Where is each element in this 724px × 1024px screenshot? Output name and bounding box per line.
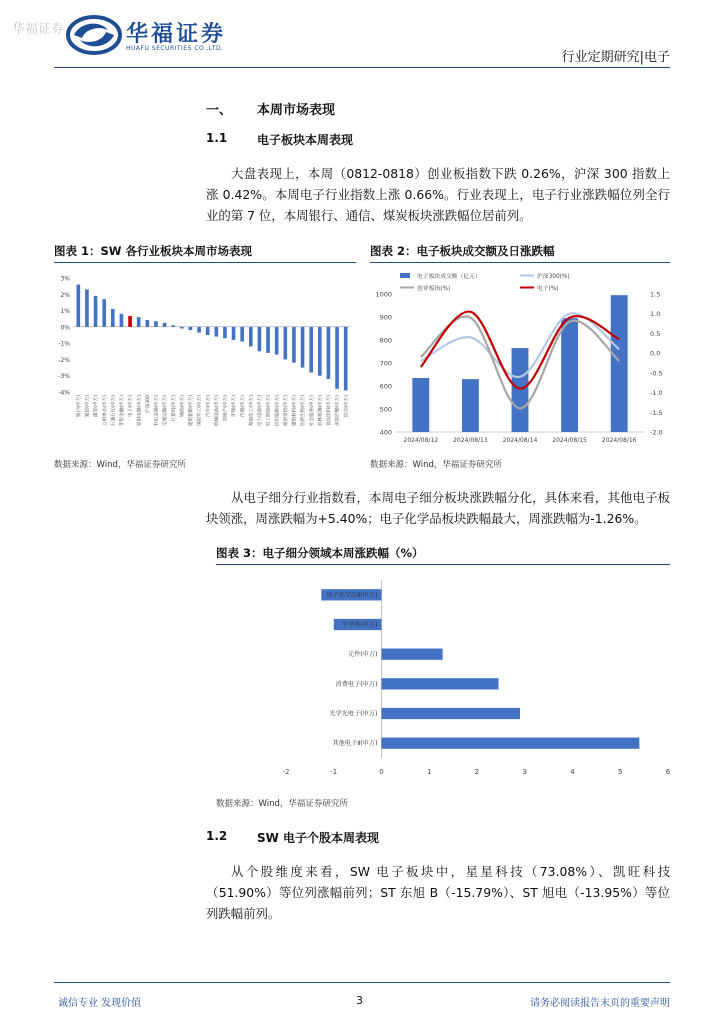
fig1-xtick: 汽车(申万) xyxy=(206,395,212,417)
fig3-bar xyxy=(382,649,443,660)
fig1-xtick: 农林牧渔(申万) xyxy=(318,395,324,427)
fig1-ytick: 0% xyxy=(60,324,70,332)
fig2-bar xyxy=(561,318,578,432)
fig2-legend-swatch xyxy=(400,273,410,278)
fig2-chart xyxy=(370,266,670,451)
fig2-yleft-tick: 700 xyxy=(379,359,392,368)
fig1-xtick: 国防军工(申万) xyxy=(197,395,203,427)
fig1-xtick: 非银金融(申万) xyxy=(120,395,126,427)
fig3-bar xyxy=(382,708,520,719)
logo-mark-icon xyxy=(66,14,122,56)
fig2-bar xyxy=(412,378,429,432)
fig1-xtick: 交通运输(申万) xyxy=(163,395,169,427)
fig1-bar xyxy=(344,327,348,391)
fig1-xtick: 建筑装饰(申万) xyxy=(189,395,195,427)
fig1-xtick: 机械设备(申万) xyxy=(214,395,220,427)
fig3-category-label: 电子化学品Ⅱ(申万) xyxy=(326,591,378,599)
fig1-xtick: 公用事业(申万) xyxy=(102,395,108,427)
fig1-xtick: 电力设备(申万) xyxy=(258,395,264,427)
fig2-legend-label: 电子板块成交额（亿元） xyxy=(417,274,481,280)
fig1-bar xyxy=(301,327,305,368)
fig3-category-label: 光学光电子(申万) xyxy=(329,710,378,718)
fig2-yleft-tick: 600 xyxy=(379,382,392,391)
fig3-chart xyxy=(216,570,670,785)
fig2-legend-label: 电子(%) xyxy=(537,286,559,292)
fig3-xtick: 1 xyxy=(427,768,432,776)
fig1-ytick: 2% xyxy=(60,291,70,299)
fig3-xtick: 5 xyxy=(618,768,623,776)
fig1-xtick: 房地产(申万) xyxy=(223,395,229,422)
fig1-ytick: -2% xyxy=(58,356,70,364)
page-number: 3 xyxy=(356,994,363,1007)
fig3-xtick: 2 xyxy=(474,768,480,776)
subsection-number-2: 1.2 xyxy=(206,829,228,843)
fig1-bar xyxy=(327,327,331,379)
fig1-bar xyxy=(258,327,262,351)
section-number: 一、 xyxy=(206,103,233,118)
fig1-ytick: 3% xyxy=(60,275,70,283)
fig2-yright-tick: -0.5 xyxy=(650,369,663,378)
fig1-bar xyxy=(77,285,81,327)
fig1-bar xyxy=(309,327,313,373)
header-rule xyxy=(54,67,670,68)
fig2-rule xyxy=(370,262,670,263)
fig3-title: 图表 3：电子细分领域本周涨跌幅（%） xyxy=(216,546,424,560)
fig3-category-label: 半导体(申万) xyxy=(341,621,378,629)
fig1-xtick: 沪深300 xyxy=(145,395,151,413)
fig2-xtick: 2024/08/12 xyxy=(403,437,439,444)
fig1-bar xyxy=(266,327,270,353)
footer-disclaimer: 请务必阅读报告末页的重要声明 xyxy=(530,998,670,1009)
fig1-xtick: 计算机(申万) xyxy=(171,395,177,422)
fig1-bar xyxy=(120,314,124,327)
fig2-yleft-tick: 1000 xyxy=(375,290,392,299)
fig1-xtick: 煤炭(申万) xyxy=(94,395,100,417)
fig3-xtick: 6 xyxy=(665,768,670,776)
footer-rule xyxy=(54,982,670,983)
fig1-xtick: 基础化工(申万) xyxy=(249,395,255,427)
fig2-yright-tick: 1.0 xyxy=(650,310,661,319)
fig1-bar xyxy=(163,323,167,327)
fig3-xtick: -1 xyxy=(330,768,338,776)
fig3-rule xyxy=(216,564,670,565)
fig1-xtick: 美容护理(申万) xyxy=(335,395,341,427)
subsection-title: 电子板块本周表现 xyxy=(257,133,354,147)
fig1-bar xyxy=(284,327,288,360)
fig2-yleft-tick: 900 xyxy=(379,313,392,322)
fig1-xtick: 环保(申万) xyxy=(232,395,238,417)
fig2-yleft-tick: 400 xyxy=(379,428,392,437)
fig1-xtick: 医药生物(申万) xyxy=(301,395,307,427)
fig1-xtick: 商贸零售(申万) xyxy=(283,395,289,427)
fig1-bar xyxy=(215,327,219,337)
fig1-xtick: 家用电器(申万) xyxy=(137,395,143,427)
fig1-source: 数据来源：Wind，华福证券研究所 xyxy=(54,460,186,470)
fig1-bar xyxy=(335,327,339,389)
paragraph-stocks: 从个股维度来看，SW 电子板块中，星星科技（73.08%）、凯旺科技（51.90%）等位列涨幅前列；ST 东旭 B（-15.79%）、ST 旭电（-13.95%）等位列跌幅前列。 xyxy=(206,864,670,921)
fig1-xtick: 通信(申万) xyxy=(85,395,91,417)
fig2-bar xyxy=(462,379,479,432)
fig2-yright-tick: -1.5 xyxy=(650,408,663,417)
fig1-bar xyxy=(189,327,193,330)
fig3-xtick: -2 xyxy=(282,768,290,776)
fig1-bar xyxy=(128,316,132,327)
fig1-bar xyxy=(197,327,201,333)
fig2-yright-tick: -1.0 xyxy=(650,389,663,398)
fig1-bar xyxy=(171,325,175,327)
fig1-xtick: 纺织服饰(申万) xyxy=(275,395,281,427)
fig3-category-label: 消费电子(申万) xyxy=(335,680,378,688)
paragraph-subsectors: 从电子细分行业指数看，本周电子细分板块涨跌幅分化，具体来看，其他电子板块领涨，周涨跌幅为+5.40%；电子化学品板块跌幅最大，周涨跌幅为-1.26%。 xyxy=(206,490,670,526)
fig1-xtick: 建筑材料(申万) xyxy=(292,395,298,427)
fig1-rule xyxy=(54,262,356,263)
fig3-source: 数据来源：Wind，华福证券研究所 xyxy=(216,799,348,809)
logo-name: 华福证券 xyxy=(126,22,227,47)
fig1-bar xyxy=(94,296,98,327)
fig1-bar xyxy=(85,289,89,326)
fig1-bar xyxy=(111,309,115,327)
fig1-xtick: 石油石化(申万) xyxy=(111,395,117,427)
fig1-bar xyxy=(318,327,322,376)
fig2-xtick: 2024/08/14 xyxy=(502,437,538,444)
fig1-ytick: -3% xyxy=(58,373,70,381)
fig1-xtick: 有色金属(申万) xyxy=(154,395,160,427)
fig1-title: 图表 1：SW 各行业板块本周市场表现 xyxy=(54,244,252,258)
fig2-xtick: 2024/08/15 xyxy=(552,437,587,444)
fig1-ytick: -4% xyxy=(58,389,70,397)
fig1-bar xyxy=(249,327,253,347)
fig1-xtick: 食品饮料(申万) xyxy=(327,395,333,427)
watermark: 华福证券 xyxy=(12,22,65,37)
fig1-xtick: 传媒(申万) xyxy=(240,395,246,417)
fig1-xtick: 银行(申万) xyxy=(76,395,82,417)
fig1-bar xyxy=(275,327,279,355)
subsection-number: 1.1 xyxy=(206,131,228,145)
fig1-bar xyxy=(223,327,227,338)
fig1-bar xyxy=(292,327,296,363)
fig2-yleft-tick: 500 xyxy=(379,405,392,414)
subsection-title-2: SW 电子个股本周表现 xyxy=(257,831,380,845)
fig1-ytick: 1% xyxy=(60,308,70,316)
fig1-bar xyxy=(137,317,141,327)
fig1-bar xyxy=(232,327,236,340)
fig1-bar xyxy=(146,320,150,327)
fig3-bar xyxy=(382,738,640,749)
fig2-source: 数据来源：Wind，华福证券研究所 xyxy=(370,460,502,470)
fig2-legend-label: 沪深300(%) xyxy=(537,274,570,280)
fig1-bar xyxy=(240,327,244,342)
fig2-title: 图表 2：电子板块成交额及日涨跌幅 xyxy=(370,244,555,258)
fig1-xtick: 钢铁(申万) xyxy=(180,395,186,417)
fig3-category-label: 元件(申万) xyxy=(347,651,378,659)
fig2-yright-tick: 1.5 xyxy=(650,290,661,299)
section-title: 本周市场表现 xyxy=(257,103,336,118)
fig1-chart xyxy=(54,266,356,451)
paragraph-market: 大盘表现上，本周（0812-0818）创业板指数下跌 0.26%，沪深 300 指数上涨 0.42%。本周电子行业指数上涨 0.66%。行业表现上，电子行业涨跌幅位列全行业的第 7 位，本周银行、通信、煤炭板块涨跌幅位居前列。 xyxy=(206,166,670,223)
company-logo xyxy=(66,14,122,60)
fig1-xtick: 综合(申万) xyxy=(344,395,350,417)
fig3-xtick: 0 xyxy=(379,768,384,776)
fig2-legend-label: 创业板指(%) xyxy=(417,286,451,292)
fig2-yright-tick: -2.0 xyxy=(650,428,663,437)
fig1-xtick: 电子(申万) xyxy=(128,395,134,417)
fig2-xtick: 2024/08/16 xyxy=(601,437,637,444)
fig1-bar xyxy=(206,327,210,335)
fig1-bar xyxy=(102,299,106,327)
fig1-bar xyxy=(154,321,158,327)
fig1-ytick: -1% xyxy=(58,340,70,348)
fig1-xtick: 轻工制造(申万) xyxy=(266,395,272,427)
fig2-xtick: 2024/08/13 xyxy=(453,437,488,444)
fig3-category-label: 其他电子Ⅱ(申万) xyxy=(332,740,378,748)
logo-en: HUAFU SECURITIES CO.,LTD. xyxy=(126,45,224,52)
fig2-yright-tick: 0.5 xyxy=(650,329,661,338)
fig2-bar xyxy=(611,295,628,432)
fig3-xtick: 3 xyxy=(522,768,527,776)
fig1-bar xyxy=(180,327,184,329)
fig3-bar xyxy=(382,678,499,689)
doc-type: 行业定期研究|电子 xyxy=(561,50,670,65)
fig2-bar xyxy=(512,348,529,432)
fig2-yleft-tick: 800 xyxy=(379,336,392,345)
footer-slogan: 诚信专业 发现价值 xyxy=(58,998,142,1009)
fig3-xtick: 4 xyxy=(570,768,575,776)
fig2-yright-tick: 0.0 xyxy=(650,349,661,358)
fig1-xtick: 社会服务(申万) xyxy=(309,395,315,427)
